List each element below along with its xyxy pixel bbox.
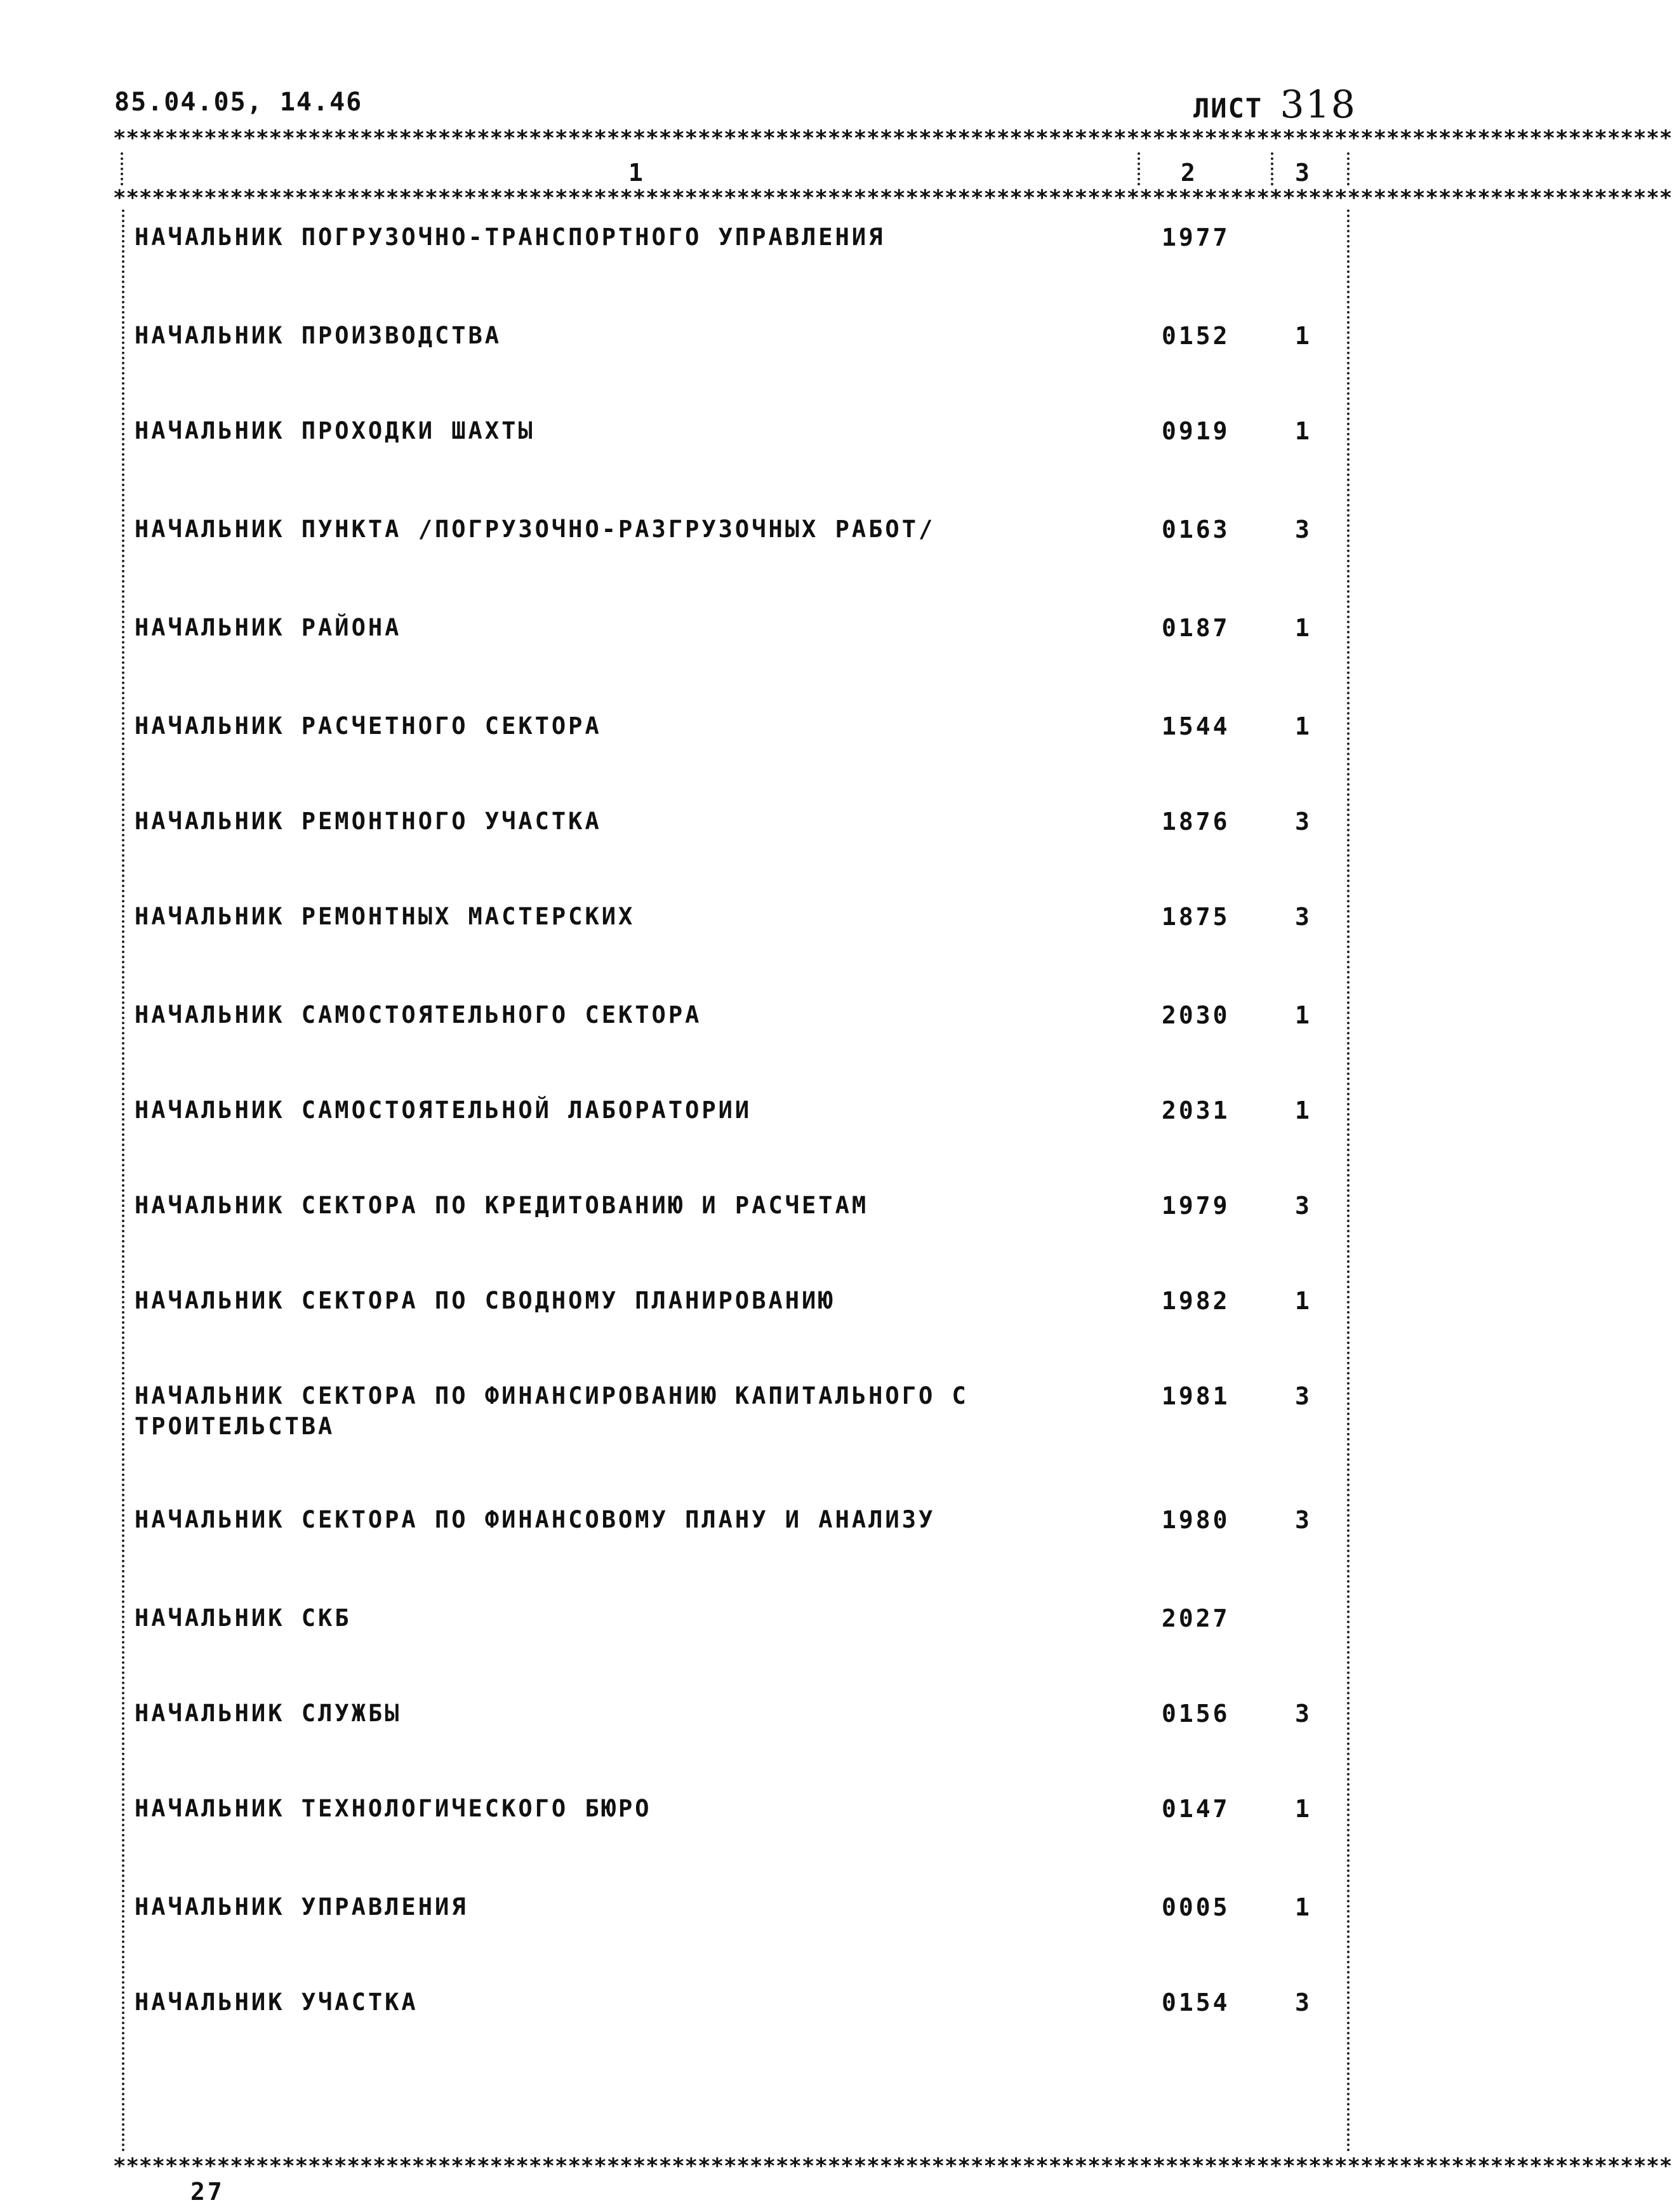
position-code: 2027: [1162, 1604, 1230, 1632]
position-code: 0152: [1162, 322, 1230, 350]
position-category: 3: [1295, 1506, 1310, 1534]
position-category: 3: [1295, 516, 1310, 543]
position-name: НАЧАЛЬНИК СЕКТОРА ПО КРЕДИТОВАНИЮ И РАСЧЕТАМ: [135, 1192, 869, 1219]
table-row: [0, 1603, 1462, 1654]
page-number: 27: [190, 2178, 225, 2206]
position-name: НАЧАЛЬНИК СЕКТОРА ПО СВОДНОМУ ПЛАНИРОВАНИЮ: [135, 1287, 835, 1314]
column-header-1: 1: [628, 159, 643, 187]
position-category: 3: [1295, 1382, 1310, 1410]
separator-top: ************************************************************************************************************************: [113, 126, 1672, 151]
position-category: 1: [1295, 322, 1310, 350]
table-row: [0, 1698, 1462, 1749]
position-name: НАЧАЛЬНИК САМОСТОЯТЕЛЬНОГО СЕКТОРА: [135, 1001, 702, 1029]
position-code: 1875: [1162, 903, 1230, 931]
position-code: 1876: [1162, 808, 1230, 836]
position-code: 0187: [1162, 614, 1230, 642]
sheet-number: 318: [1280, 83, 1357, 127]
position-name: НАЧАЛЬНИК РАЙОНА: [135, 614, 402, 641]
separator-bottom: ************************************************************************************************************************: [113, 2154, 1672, 2179]
position-name: НАЧАЛЬНИК ТЕХНОЛОГИЧЕСКОГО БЮРО: [135, 1795, 652, 1822]
separator-header: ************************************************************************************************************************: [113, 185, 1672, 211]
column-header-3: 3: [1295, 159, 1310, 187]
position-name: НАЧАЛЬНИК УПРАВЛЕНИЯ: [135, 1893, 468, 1921]
position-code: 2031: [1162, 1096, 1230, 1124]
position-category: 1: [1295, 1001, 1310, 1029]
position-name: НАЧАЛЬНИК ПРОХОДКИ ШАХТЫ: [135, 417, 535, 444]
position-category: 3: [1295, 1989, 1310, 2016]
position-category: 3: [1295, 808, 1310, 836]
column-header-2: 2: [1181, 159, 1195, 187]
table-row: [0, 514, 1462, 565]
position-name: НАЧАЛЬНИК САМОСТОЯТЕЛЬНОЙ ЛАБОРАТОРИИ: [135, 1096, 752, 1124]
position-code: 1981: [1162, 1382, 1230, 1410]
table-row: [0, 1794, 1462, 1844]
table-row: [0, 711, 1462, 762]
position-category: 1: [1295, 614, 1310, 642]
position-category: 1: [1295, 1795, 1310, 1823]
position-code: 0163: [1162, 516, 1230, 543]
position-name: НАЧАЛЬНИК ПУНКТА /ПОГРУЗОЧНО-РАЗГРУЗОЧНЫХ РАБОТ/: [135, 516, 936, 543]
position-code: 0154: [1162, 1989, 1230, 2016]
position-name: НАЧАЛЬНИК СЕКТОРА ПО ФИНАНСОВОМУ ПЛАНУ И АНАЛИЗУ: [135, 1506, 936, 1533]
position-code: 0919: [1162, 417, 1230, 445]
table-row: [0, 1505, 1462, 1556]
table-row: [0, 1892, 1462, 1943]
table-row: [0, 1286, 1462, 1336]
position-name: НАЧАЛЬНИК ПРОИЗВОДСТВА: [135, 322, 502, 349]
table-row: [0, 222, 1462, 273]
position-category: 1: [1295, 1893, 1310, 1921]
table-row: [0, 613, 1462, 663]
position-category: 3: [1295, 903, 1310, 931]
position-code: 1977: [1162, 223, 1230, 251]
table-row: [0, 1000, 1462, 1051]
position-category: 1: [1295, 712, 1310, 740]
table-row: [0, 1987, 1462, 2038]
position-name: НАЧАЛЬНИК РАСЧЕТНОГО СЕКТОРА: [135, 712, 602, 740]
position-category: 1: [1295, 1287, 1310, 1315]
sheet-label-text: ЛИСТ: [1193, 93, 1263, 124]
table-row: [0, 1095, 1462, 1146]
position-code: 0005: [1162, 1893, 1230, 1921]
position-code: 1979: [1162, 1192, 1230, 1220]
position-name: НАЧАЛЬНИК СЕКТОРА ПО ФИНАНСИРОВАНИЮ КАПИТАЛЬНОГО С ТРОИТЕЛЬСТВА: [135, 1382, 969, 1440]
position-name: НАЧАЛЬНИК СЛУЖБЫ: [135, 1700, 402, 1727]
position-name: НАЧАЛЬНИК СКБ: [135, 1604, 352, 1632]
position-code: 1980: [1162, 1506, 1230, 1534]
position-name: НАЧАЛЬНИК РЕМОНТНЫХ МАСТЕРСКИХ: [135, 903, 635, 930]
table-row: [0, 902, 1462, 952]
table-row: [0, 321, 1462, 371]
position-code: 0147: [1162, 1795, 1230, 1823]
position-category: 3: [1295, 1192, 1310, 1220]
table-row: [0, 1190, 1462, 1241]
table-row: [0, 416, 1462, 467]
position-category: 1: [1295, 417, 1310, 445]
position-name: НАЧАЛЬНИК УЧАСТКА: [135, 1989, 418, 2016]
position-name: НАЧАЛЬНИК РЕМОНТНОГО УЧАСТКА: [135, 808, 602, 835]
position-code: 0156: [1162, 1700, 1230, 1728]
print-date-time: 85.04.05, 14.46: [114, 88, 363, 117]
position-code: 1982: [1162, 1287, 1230, 1315]
position-code: 2030: [1162, 1001, 1230, 1029]
position-code: 1544: [1162, 712, 1230, 740]
position-category: 1: [1295, 1096, 1310, 1124]
position-name: НАЧАЛЬНИК ПОГРУЗОЧНО-ТРАНСПОРТНОГО УПРАВЛЕНИЯ: [135, 223, 886, 251]
table-row: [0, 1381, 1462, 1440]
position-category: 3: [1295, 1700, 1310, 1728]
table-row: [0, 806, 1462, 857]
